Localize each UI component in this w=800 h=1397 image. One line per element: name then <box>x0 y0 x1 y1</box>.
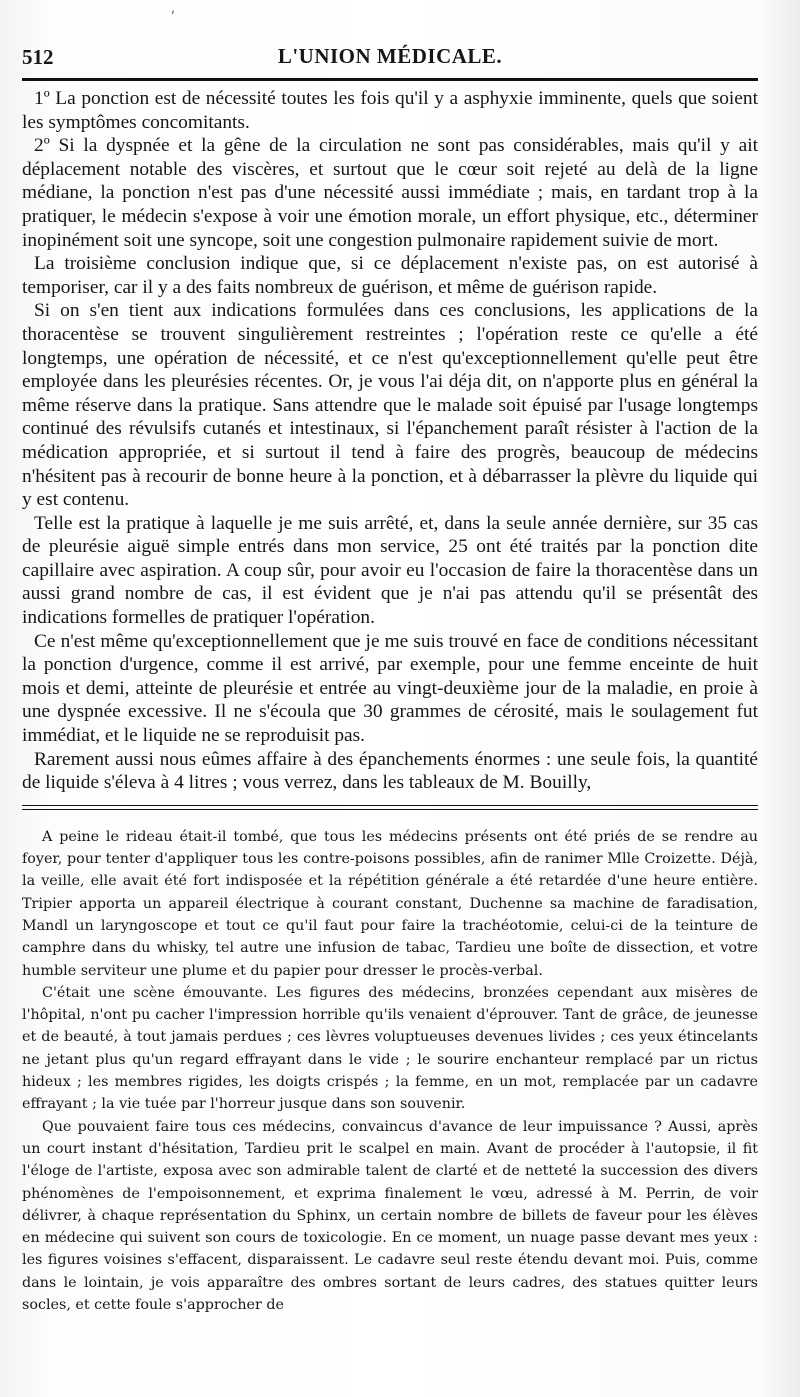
feuilleton-paragraph: Que pouvaient faire tous ces médecins, convaincus d'avance de leur impuissance ? Aussi, après un court instant d'hésitation, Tardieu prit le scalpel en main. Avant de procéder à l'autopsie, il fit l'éloge de l'artiste, exposa avec son admirable talent de clarté et de netteté la succession des divers phénomènes de l'empoisonnement, et exprima finalement le vœu, adressé à M. Perrin, de voir délivrer, à chaque représentation du Sphinx, un certain nombre de billets de faveur pour les élèves en médecine qui suivent son cours de toxicologie. En ce moment, un nuage passe devant mes yeux : les figures voisines s'effacent, disparaissent. Le cadavre seul reste étendu devant moi. Puis, comme dans le lointain, je vois apparaître des ombres sortant de leurs cadres, des statues quitter leurs socles, et cette foule s'approcher de <box>22 1118 758 1314</box>
paragraph: La troisième conclusion indique que, si ce déplacement n'existe pas, on est autorisé à temporiser, car il y a des faits nombreux de guérison, et même de guérison rapide. <box>22 253 758 298</box>
paragraph: Telle est la pratique à laquelle je me suis arrêté, et, dans la seule année dernière, sur 35 cas de pleurésie aiguë simple entrés dans mon service, 25 ont été traités par la ponction dite capillaire avec aspiration. A coup sûr, pour avoir eu l'occasion de faire la thoracentèse dans un aussi grand nombre de cas, il est évident que je n'ai pas attendu qu'il se présentât des indications formelles de pratiquer l'opération. <box>22 512 758 629</box>
paragraph: 2º Si la dyspnée et la gêne de la circulation ne sont pas considérables, mais qu'il y ait déplacement notable des viscères, et surtout que le cœur soit rejeté au delà de la ligne médiane, la ponction n'est pas d'une nécessité aussi immédiate ; mais, en tardant trop à la pratiquer, le médecin s'expose à voir une émotion morale, un effort physique, etc., déterminer inopinément soit une syncope, soit une congestion pulmonaire rapidement suivie de mort. <box>22 135 758 251</box>
main-article <box>22 87 758 795</box>
ink-mark: ʹ <box>171 10 175 26</box>
page-header <box>22 0 758 78</box>
running-title: L'UNION MÉDICALE. <box>277 44 503 68</box>
page-number: 512 <box>22 45 54 69</box>
paragraph: 1º La ponction est de nécessité toutes les fois qu'il y a asphyxie imminente, quels que soient les symptômes concomitants. <box>22 88 758 133</box>
paragraph: Si on s'en tient aux indications formulées dans ces conclusions, les applications de la thoracentèse se trouvent singulièrement restreintes ; l'opération reste ce qu'elle a été longtemps, une opération de nécessité, et ce n'est qu'exceptionnellement qu'elle peut être employée dans les pleurésies récentes. Or, je vous l'ai déja dit, on n'apporte plus en général la même réserve dans la pratique. Sans attendre que le malade soit épuisé par l'usage longtemps continué des révulsifs cutanés et intestinaux, si l'épanchement paraît résister à l'action de la médication appropriée, et si surtout il tend à faire des progrès, beaucoup de médecins n'hésitent pas à recourir de bonne heure à la ponction, et à débarrasser la plèvre du liquide qui y est contenu. <box>22 300 758 511</box>
feuilleton-separator <box>22 805 758 810</box>
feuilleton-paragraph: C'était une scène émouvante. Les figures des médecins, bronzées cependant aux misères de l'hôpital, n'ont pu cacher l'impression horrible qu'ils venaient d'éprouver. Tant de grâce, de jeunesse et de beauté, à tout jamais perdues ; ces lèvres voluptueuses devenues livides ; ces yeux étincelants ne jetant plus qu'un regard effrayant dans le vide ; le sourire enchanteur remplacé par un rictus hideux ; les membres rigides, les doigts crispés ; la femme, en un mot, remplacée par un cadavre effrayant ; la vie tuée par l'horreur jusque dans son souvenir. <box>22 984 758 1113</box>
paragraph: Ce n'est même qu'exceptionnellement que je me suis trouvé en face de conditions nécessitant la ponction d'urgence, comme il est arrivé, par exemple, pour une femme enceinte de huit mois et demi, atteinte de pleurésie et entrée au vingt-deuxième jour de la maladie, en proie à une dyspnée excessive. Il ne s'écoula que 30 grammes de cérosité, mais le soulagement fut immédiat, et le liquide ne se reproduisit pas. <box>22 630 758 747</box>
paragraph: Rarement aussi nous eûmes affaire à des épanchements énormes : une seule fois, la quantité de liquide s'éleva à 4 litres ; vous verrez, dans les tableaux de M. Bouilly, <box>22 748 758 794</box>
feuilleton-section <box>22 826 758 1317</box>
feuilleton-paragraph: A peine le rideau était-il tombé, que tous les médecins présents ont été priés de se rendre au foyer, pour tenter d'appliquer tous les contre-poisons possibles, afin de ranimer Mlle Croizette. Déjà, la veille, elle avait été fort indisposée et la répétition générale a été retardée d'une heure entière. Tripier apporta un appareil électrique à courant constant, Duchenne sa machine de faradisation, Mandl un laryngoscope et tout ce qu'il faut pour faire la trachéotomie, celui-ci de la teinture de camphre dans du whisky, tel autre une infusion de tabac, Tardieu une boîte de dissection, et votre humble serviteur une plume et du papier pour dresser le procès-verbal. <box>22 828 758 979</box>
header-rule <box>22 78 758 81</box>
